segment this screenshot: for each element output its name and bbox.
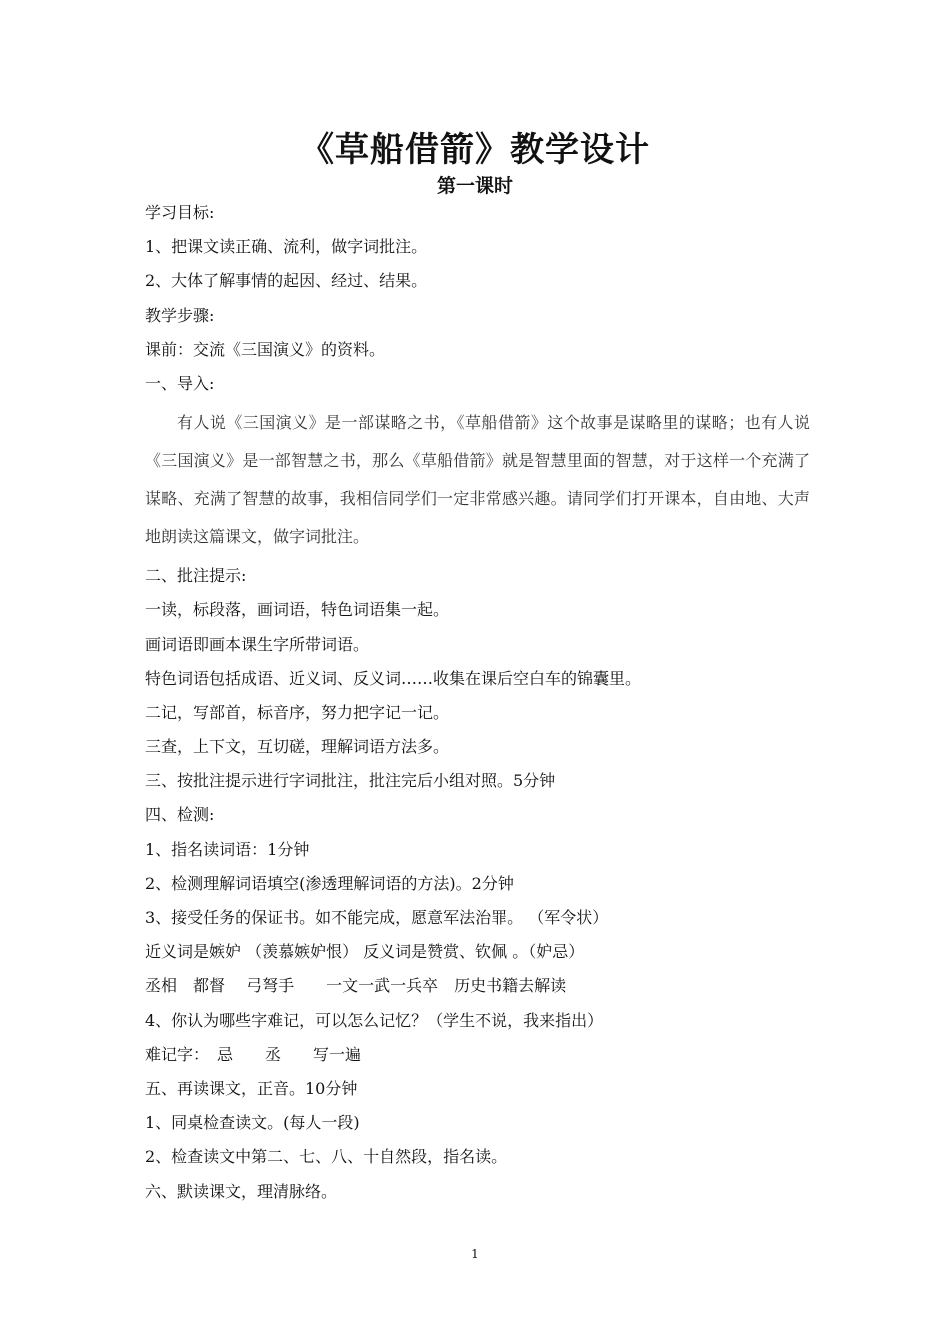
- text-line: 2、检测理解词语填空(渗透理解词语的方法)。2分钟: [145, 873, 514, 893]
- text-line: 五、再读课文，正音。10分钟: [145, 1078, 358, 1098]
- text-line: 二、批注提示:: [145, 566, 247, 586]
- text-line: 六、默读课文，理清脉络。: [145, 1181, 338, 1201]
- text-line: 二记，写部首，标音序，努力把字记一记。: [145, 702, 450, 722]
- text-line: 一读，标段落，画词语，特色词语集一起。: [145, 600, 450, 620]
- text-line: 三查，上下文，互切磋，理解词语方法多。: [145, 737, 450, 757]
- document-body: [145, 196, 810, 1209]
- page-number: 1: [471, 1247, 479, 1261]
- text-line: 4、你认为哪些字难记，可以怎么记忆？（学生不说，我来指出）: [145, 1010, 604, 1030]
- intro-paragraph: 有人说《三国演义》是一部谋略之书，《草船借箭》这个故事是谋略里的谋略；也有人说《三国演义》是一部智慧之书，那么《草船借箭》就是智慧里面的智慧，对于这样一个充满了谋略、充满了智慧的故事，我相信同学们一定非常感兴趣。请同学们打开课本，自由地、大声地朗读这篇课文，做字词批注。: [145, 413, 810, 547]
- text-line: 3、接受任务的保证书。如不能完成，愿意军法治罪。 （军令状）: [145, 908, 609, 927]
- text-line: 难记字： 忌 丞 写一遍: [145, 1044, 362, 1064]
- document-title: 《草船借箭》教学设计: [300, 130, 650, 170]
- text-line: 丞相 都督 弓弩手 一文一武一兵卒 历史书籍去解读: [145, 976, 567, 996]
- text-line: 三、按批注提示进行字词批注，批注完后小组对照。5分钟: [145, 771, 556, 791]
- text-line: 1、把课文读正确、流利，做字词批注。: [145, 237, 428, 257]
- text-line: 2、大体了解事情的起因、经过、结果。: [145, 271, 428, 291]
- text-line: 课前：交流《三国演义》的资料。: [145, 339, 386, 359]
- text-line: 2、检查读文中第二、七、八、十自然段，指名读。: [145, 1147, 508, 1167]
- text-line: 教学步骤:: [145, 305, 215, 325]
- lesson-subtitle: 第一课时: [436, 175, 513, 197]
- text-line: 1、指名读词语：1分钟: [145, 839, 310, 859]
- text-line: 四、检测:: [145, 805, 215, 825]
- text-line: 1、同桌检查读文。(每人一段): [145, 1113, 360, 1133]
- text-line: 特色词语包括成语、近义词、反义词……收集在课后空白车的锦囊里。: [145, 668, 642, 688]
- text-line: 近义词是嫉妒 （羡慕嫉妒恨） 反义词是赞赏、钦佩 。（妒忌）: [145, 942, 585, 962]
- text-line: 一、导入:: [145, 373, 215, 393]
- text-line: 学习目标:: [145, 203, 215, 222]
- text-line: 画词语即画本课生字所带词语。: [145, 634, 370, 654]
